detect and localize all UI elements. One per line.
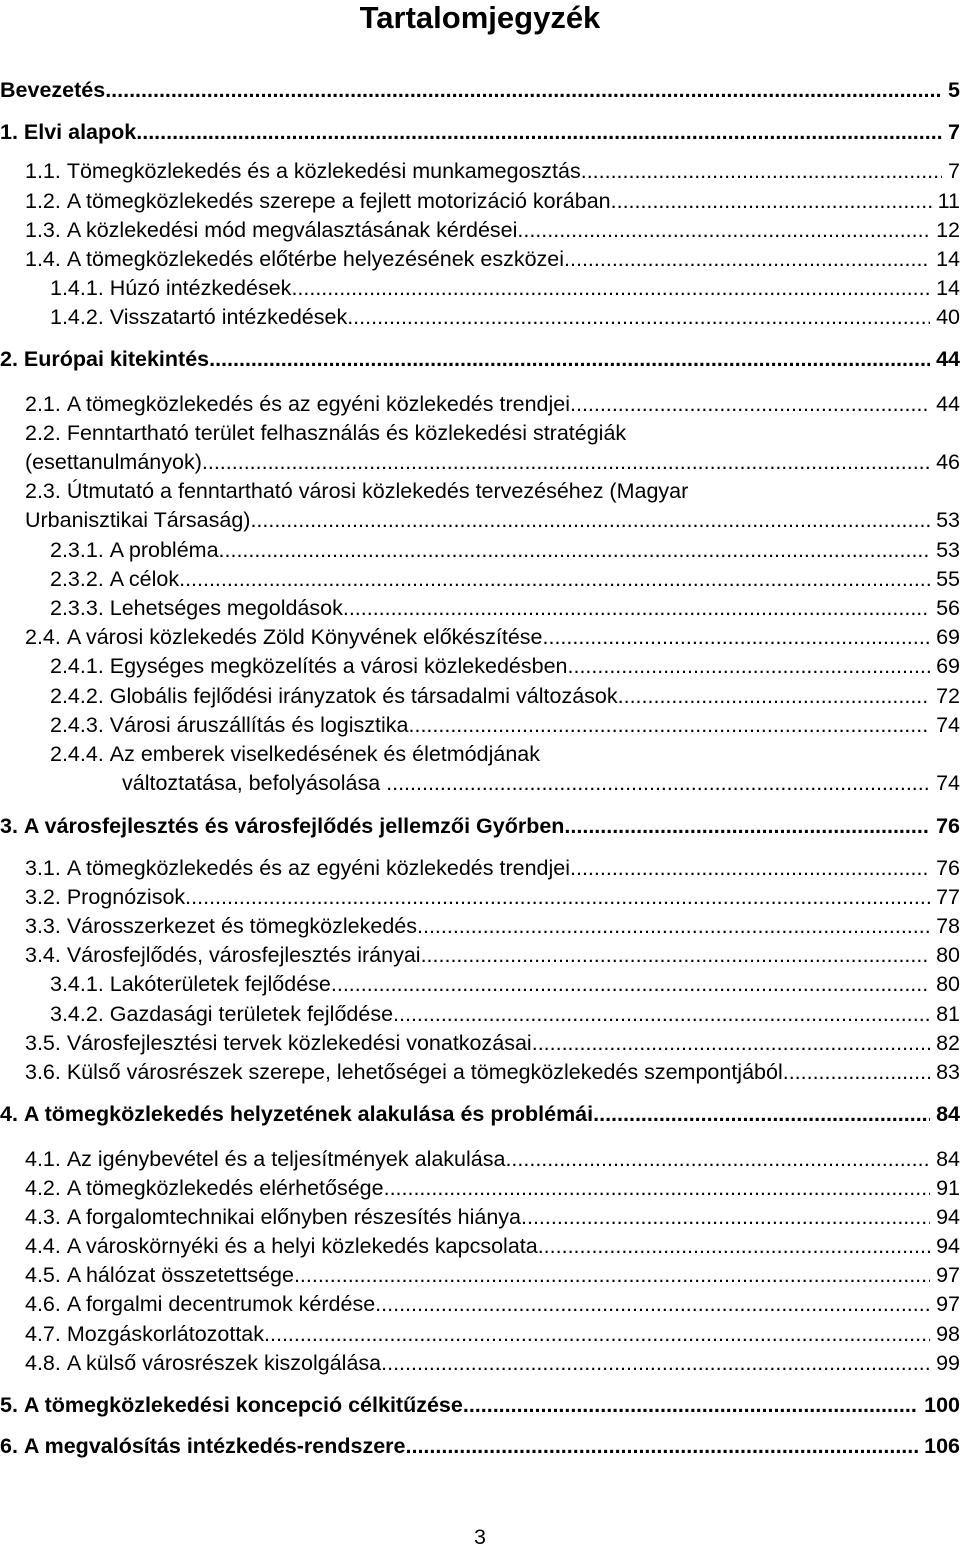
dot-leader	[593, 1100, 930, 1128]
toc-entry-page: 69	[930, 654, 960, 678]
dot-leader	[406, 1432, 919, 1460]
dot-leader	[618, 682, 930, 710]
toc-entry-page: 56	[930, 596, 960, 620]
dot-leader	[294, 1261, 930, 1289]
dot-leader	[219, 536, 931, 564]
toc-entry-title: A tömegközlekedés és az egyéni közlekedés trendjei	[66, 392, 571, 416]
toc-entry-page: 14	[930, 276, 960, 300]
toc-entry-number: 2.	[0, 347, 24, 371]
toc-entry-page: 11	[931, 189, 960, 213]
toc-entry-page: 99	[930, 1351, 960, 1375]
toc-entry-number: 2.4.3.	[50, 713, 110, 737]
toc-entry-page: 76	[930, 856, 960, 880]
toc-entry-number: 3.6.	[25, 1060, 67, 1084]
toc-entry-page: 81	[930, 1002, 960, 1026]
dot-leader	[386, 769, 930, 797]
toc-entry-page: 80	[930, 972, 960, 996]
toc-entry-page: 7	[942, 120, 960, 144]
dot-leader	[291, 274, 930, 302]
toc-entry-title: Európai kitekintés	[23, 347, 210, 371]
toc-entry-number: 2.4.2.	[50, 684, 110, 708]
toc-entry-page: 5	[942, 78, 960, 102]
dot-leader	[521, 1203, 930, 1231]
toc-entry-title: A városkörnyéki és a helyi közlekedés kapcsolata	[66, 1234, 538, 1258]
toc-entry-title: Elvi alapok	[23, 120, 137, 144]
dot-leader	[384, 1174, 931, 1202]
toc-entry-page: 53	[930, 538, 960, 562]
toc-entry-page: 98	[930, 1322, 960, 1346]
dot-leader	[417, 912, 930, 940]
toc-entry-title: Bevezetés	[0, 78, 106, 102]
dot-leader	[347, 303, 930, 331]
dot-leader	[463, 1391, 918, 1419]
toc-entry-page: 106	[918, 1434, 960, 1458]
toc-entry-title: Városi áruszállítás és logisztika	[109, 713, 409, 737]
toc-entry-title: A tömegközlekedés helyzetének alakulása és problémái	[23, 1102, 594, 1126]
toc-entry-number: 1.4.2.	[50, 305, 110, 329]
toc-entry-page: 53	[930, 508, 960, 532]
toc-entry-page: 97	[930, 1292, 960, 1316]
toc-entry-number: 4.4.	[25, 1234, 67, 1258]
toc-entry-number: 3.3.	[25, 914, 67, 938]
toc-entry-title: Egységes megközelítés a városi közlekedésben	[109, 654, 568, 678]
dot-leader	[136, 118, 942, 146]
toc-entry-page: 91	[930, 1176, 960, 1200]
toc-entry-number: 4.2.	[25, 1176, 67, 1200]
dot-leader	[568, 652, 931, 680]
toc-entry-page: 94	[930, 1234, 960, 1258]
toc-entry-page: 7	[942, 159, 960, 183]
dot-leader	[570, 390, 930, 418]
dot-leader	[783, 1058, 930, 1086]
toc-entry-title: Az igénybevétel és a teljesítmények alakulása	[66, 1147, 506, 1171]
dot-leader	[179, 565, 930, 593]
toc-entry-title: A tömegközlekedés szerepe a fejlett motorizáció korában	[66, 189, 611, 213]
toc-entry-title: Prognózisok	[66, 885, 186, 909]
toc-entry-number: 4.	[0, 1102, 24, 1126]
toc-entry-title-continued: Urbanisztikai Társaság)	[25, 508, 251, 532]
toc-entry-number: 2.2.	[25, 421, 67, 445]
toc-entry-title: A megvalósítás intézkedés-rendszere	[23, 1434, 406, 1458]
dot-leader	[421, 941, 931, 969]
toc-entry-title: Visszatartó intézkedések	[109, 305, 348, 329]
toc-entry-page: 40	[930, 305, 960, 329]
dot-leader	[409, 711, 931, 739]
toc-entry-title: Gazdasági területek fejlődése	[109, 1002, 394, 1026]
toc-entry-number: 1.4.	[25, 247, 67, 271]
toc-entry-number: 4.7.	[25, 1322, 67, 1346]
dot-leader	[250, 506, 930, 534]
toc-entry-title: A forgalmi decentrumok kérdése	[66, 1292, 376, 1316]
toc-entry-title: A forgalomtechnikai előnyben részesítés hiánya	[66, 1205, 521, 1229]
dot-leader	[505, 1145, 930, 1173]
toc-entry-page: 82	[930, 1031, 960, 1055]
toc-entry-number: 2.4.	[25, 625, 67, 649]
toc-entry-number: 2.4.1.	[50, 654, 110, 678]
toc-entry-page: 80	[930, 943, 960, 967]
toc-entry-page: 83	[930, 1060, 960, 1084]
dot-leader	[393, 1000, 930, 1028]
toc-entry-title: A tömegközlekedési koncepció célkitűzése	[23, 1393, 463, 1417]
dot-leader	[581, 157, 942, 185]
toc-entry-title: A célok	[109, 567, 180, 591]
toc-entry-number: 1.3.	[25, 218, 67, 242]
dot-leader	[532, 1029, 930, 1057]
toc-entry-title: A tömegközlekedés előtérbe helyezésének eszközei	[66, 247, 565, 271]
toc-entry-page: 72	[930, 684, 960, 708]
toc-entry-number: 2.4.4.	[50, 742, 110, 766]
dot-leader	[564, 245, 930, 273]
toc-entry-title: A közlekedési mód megválasztásának kérdései	[66, 218, 518, 242]
toc-entry-title: Húzó intézkedések	[109, 276, 292, 300]
toc-entry-page: 97	[930, 1263, 960, 1287]
toc-entry-number: 2.3.2.	[50, 567, 110, 591]
toc-entry-title: Városszerkezet és tömegközlekedés	[66, 914, 417, 938]
toc-entry-number: 1.	[0, 120, 24, 144]
dot-leader	[264, 1320, 930, 1348]
toc-entry-number: 3.1.	[25, 856, 67, 880]
dot-leader	[105, 76, 942, 104]
toc-entry-number: 3.2.	[25, 885, 67, 909]
toc-entry-title: Az emberek viselkedésének és életmódjának	[109, 742, 540, 766]
toc-entry-page: 55	[930, 567, 960, 591]
toc-entry-number: 4.5.	[25, 1263, 67, 1287]
toc-entry-number: 3.5.	[25, 1031, 67, 1055]
dot-leader	[375, 1290, 930, 1318]
toc-entry-number: 4.1.	[25, 1147, 67, 1171]
toc-entry-number: 2.3.3.	[50, 596, 110, 620]
toc-entry-page: 14	[930, 247, 960, 271]
toc-entry-title: Lakóterületek fejlődése	[109, 972, 331, 996]
toc-entry-page: 46	[930, 450, 960, 474]
toc-entry-title: Lehetséges megoldások	[109, 596, 343, 620]
toc-entry-title: Globális fejlődési irányzatok és társadalmi változások	[109, 684, 618, 708]
toc-entry-number: 4.3.	[25, 1205, 67, 1229]
toc-entry-number: 2.1.	[25, 392, 67, 416]
toc-entry-title: A tömegközlekedés és az egyéni közlekedés trendjei	[66, 856, 571, 880]
dot-leader	[611, 187, 932, 215]
toc-entry-page: 84	[930, 1147, 960, 1171]
toc-entry-page: 78	[930, 914, 960, 938]
page-number: 3	[474, 1525, 486, 1549]
toc-entry-number: 2.3.1.	[50, 538, 110, 562]
toc-entry-page: 74	[930, 771, 960, 795]
dot-leader	[570, 854, 930, 882]
dot-leader	[543, 623, 931, 651]
toc-entry-title: A hálózat összetettsége	[66, 1263, 294, 1287]
toc-entry-number: 6.	[0, 1434, 24, 1458]
dot-leader	[564, 812, 930, 840]
dot-leader	[185, 883, 930, 911]
toc-entry-page: 12	[930, 218, 960, 242]
dot-leader	[538, 1232, 930, 1260]
toc-entry-number: 3.	[0, 814, 24, 838]
toc-entry-number: 4.6.	[25, 1292, 67, 1316]
toc-entry-page: 94	[930, 1205, 960, 1229]
toc-entry-number: 2.3.	[25, 479, 67, 503]
toc-entry-page: 74	[930, 713, 960, 737]
dot-leader	[209, 345, 930, 373]
toc-entry-page: 69	[930, 625, 960, 649]
dot-leader	[202, 448, 930, 476]
toc-entry-title: Városfejlődés, városfejlesztés irányai	[66, 943, 421, 967]
toc-entry-number: 3.4.	[25, 943, 67, 967]
toc-entry-page: 76	[930, 814, 960, 838]
toc-entry-title: Mozgáskorlátozottak	[66, 1322, 265, 1346]
toc-entry-page: 84	[930, 1102, 960, 1126]
toc-entry-title-continued: változtatása, befolyásolása	[122, 771, 387, 795]
toc-entry-number: 3.4.1.	[50, 972, 110, 996]
toc-entry-title: Tömegközlekedés és a közlekedési munkamegosztás	[66, 159, 581, 183]
toc-entry-number: 5.	[0, 1393, 24, 1417]
toc-entry-page: 77	[930, 885, 960, 909]
toc-entry-title: Útmutató a fenntartható városi közlekedés tervezéséhez (Magyar	[66, 479, 689, 503]
toc-entry-title-continued: (esettanulmányok)	[25, 450, 202, 474]
toc-entry-title: Fenntartható terület felhasználás és közlekedési stratégiák	[66, 421, 627, 445]
dot-leader	[381, 1349, 930, 1377]
toc-entry-title: Külső városrészek szerepe, lehetőségei a tömegközlekedés szempontjából	[66, 1060, 783, 1084]
page-title: Tartalomjegyzék	[359, 0, 601, 35]
toc-entry-number: 4.8.	[25, 1351, 67, 1375]
toc-entry-number: 1.2.	[25, 189, 67, 213]
toc-entry-title: A probléma	[109, 538, 219, 562]
toc-entry-page: 44	[930, 347, 960, 371]
toc-entry-page: 100	[918, 1393, 960, 1417]
toc-entry-number: 3.4.2.	[50, 1002, 110, 1026]
dot-leader	[343, 594, 930, 622]
toc-entry-title: A városi közlekedés Zöld Könyvének előkészítése	[66, 625, 543, 649]
dot-leader	[331, 970, 930, 998]
toc-entry-title: A tömegközlekedés elérhetősége	[66, 1176, 384, 1200]
toc-entry-title: Városfejlesztési tervek közlekedési vonatkozásai	[66, 1031, 532, 1055]
toc-entry-title: A városfejlesztés és városfejlődés jellemzői Győrben	[23, 814, 565, 838]
toc-entry-title: A külső városrészek kiszolgálása	[66, 1351, 382, 1375]
toc-entry-number: 1.1.	[25, 159, 67, 183]
toc-entry-number: 1.4.1.	[50, 276, 110, 300]
dot-leader	[517, 216, 930, 244]
toc-entry-page: 44	[930, 392, 960, 416]
